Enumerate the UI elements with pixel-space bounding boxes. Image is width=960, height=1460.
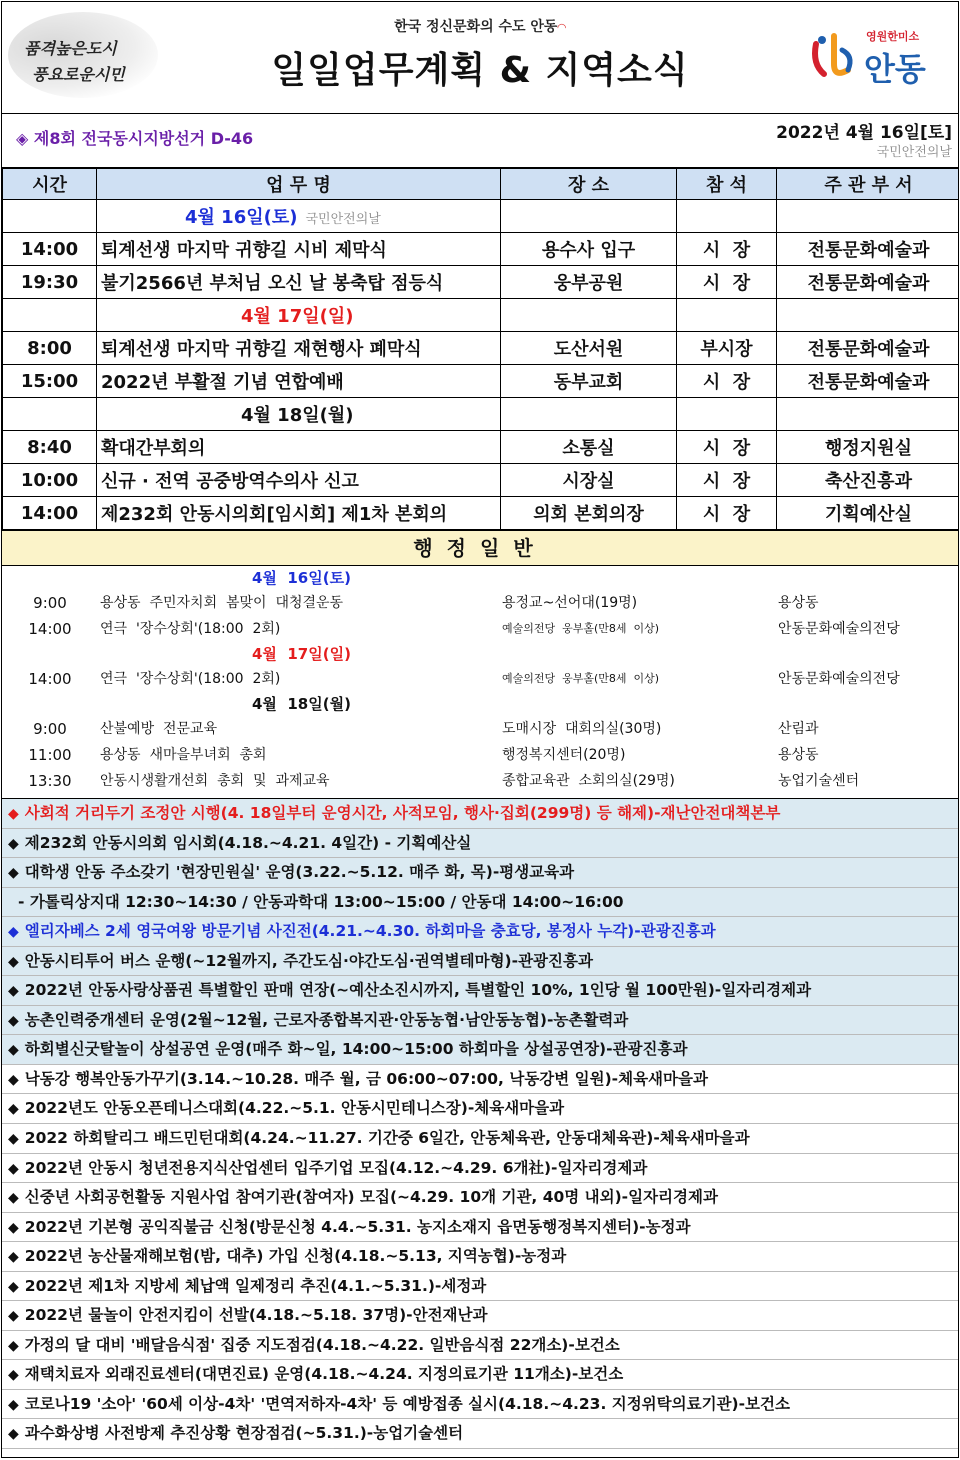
attend-cell: 시 장 bbox=[677, 266, 777, 299]
time-cell: 8:00 bbox=[3, 332, 97, 365]
admin-dept: 산림과 bbox=[778, 721, 819, 737]
header-attend: 참 석 bbox=[677, 169, 777, 200]
admin-place: 도매시장 대회의실(30명) bbox=[502, 721, 662, 737]
admin-row bbox=[2, 716, 958, 742]
admin-dept: 용상동 bbox=[778, 747, 819, 763]
dept-cell: 행정지원실 bbox=[777, 431, 960, 464]
schedule-day-row bbox=[3, 398, 960, 431]
schedule-row bbox=[3, 233, 960, 266]
notice-text: 코로나19 '소아' '60세 이상-4차' '면역저하자-4차' 등 예방접종 실시(4.18.~4.23. 지정위탁의료기관)-보건소 bbox=[24, 1394, 790, 1413]
notice-item bbox=[2, 888, 958, 918]
admin-task: 용상동 주민자치회 봄맞이 대청결운동 bbox=[100, 595, 344, 611]
report-date: 2022년 4월 16일[토] bbox=[776, 123, 952, 143]
diamond-bullet-icon: ◆ bbox=[8, 1101, 19, 1118]
dept-cell bbox=[777, 299, 960, 332]
attend-cell bbox=[677, 299, 777, 332]
diamond-bullet-icon: ◆ bbox=[8, 1426, 19, 1443]
header-task: 업 무 명 bbox=[97, 169, 501, 200]
diamond-bullet-icon: ◆ bbox=[8, 983, 19, 1000]
time-cell bbox=[3, 299, 97, 332]
notice-text: 안동시티투어 버스 운행(~12월까지, 주간도심·야간도심·권역별테마형)-관광진흥과 bbox=[24, 951, 593, 970]
admin-task: 용상동 새마을부녀회 총회 bbox=[100, 747, 267, 763]
admin-task: 연극 '장수상회'(18:00 2회) bbox=[100, 621, 281, 637]
dept-cell: 기획예산실 bbox=[777, 497, 960, 530]
admin-dept: 안동문화예술의전당 bbox=[778, 621, 900, 637]
day-label: 4월 16일(토) bbox=[185, 207, 298, 228]
diamond-bullet-icon: ◆ bbox=[8, 806, 19, 822]
diamond-bullet-icon: ◆ bbox=[8, 1071, 19, 1088]
task-cell: 퇴계선생 마지막 귀향길 시비 제막식 bbox=[97, 233, 501, 266]
schedule-header-row bbox=[3, 169, 960, 200]
diamond-bullet-icon: ◆ bbox=[8, 1219, 19, 1236]
diamond-bullet-icon: ◆ bbox=[8, 1042, 19, 1059]
slogan-line-1: 품격높은도시 bbox=[24, 39, 117, 58]
notice-text: 2022년 물놀이 안전지킴이 선발(4.18.~5.18. 37명)-안전재난과 bbox=[24, 1306, 488, 1325]
notice-text: 신중년 사회공헌활동 지원사업 참여기관(참여자) 모집(~4.29. 10개 기관, 40명 내외)-일자리경제과 bbox=[24, 1188, 718, 1207]
notice-item bbox=[2, 1272, 958, 1302]
admin-row bbox=[2, 616, 958, 642]
day-cell bbox=[97, 299, 501, 332]
admin-list bbox=[2, 566, 958, 799]
day-label: 4월 18일(월) bbox=[241, 405, 354, 426]
logo-name: 안동 bbox=[864, 50, 926, 88]
dept-cell: 전통문화예술과 bbox=[777, 266, 960, 299]
admin-day-label: 4월 16일(토) bbox=[252, 569, 351, 587]
attend-cell: 부시장 bbox=[677, 332, 777, 365]
admin-task: 산불예방 전문교육 bbox=[100, 721, 218, 737]
diamond-bullet-icon: ◆ bbox=[8, 1278, 19, 1295]
time-cell: 19:30 bbox=[3, 266, 97, 299]
notice-item bbox=[2, 1124, 958, 1154]
notice-text: 낙동강 행복안동가꾸기(3.14.~10.28. 매주 월, 금 06:00~07:00, 낙동강변 일원)-체육새마을과 bbox=[24, 1069, 708, 1088]
place-cell bbox=[501, 398, 677, 431]
election-bar bbox=[2, 114, 958, 168]
schedule-row bbox=[3, 431, 960, 464]
time-cell bbox=[3, 200, 97, 233]
admin-time: 9:00 bbox=[33, 594, 67, 612]
place-cell bbox=[501, 299, 677, 332]
diamond-bullet-icon: ◆ bbox=[8, 1160, 19, 1177]
notice-list bbox=[2, 799, 958, 1449]
notice-item bbox=[2, 1360, 958, 1390]
notice-item bbox=[2, 1331, 958, 1361]
task-cell: 2022년 부활절 기념 연합예배 bbox=[97, 365, 501, 398]
place-cell: 의회 본회의장 bbox=[501, 497, 677, 530]
attend-cell bbox=[677, 200, 777, 233]
time-cell: 15:00 bbox=[3, 365, 97, 398]
attend-cell: 시 장 bbox=[677, 464, 777, 497]
place-cell: 웅부공원 bbox=[501, 266, 677, 299]
diamond-bullet-icon: ◆ bbox=[8, 1131, 19, 1148]
dept-cell: 전통문화예술과 bbox=[777, 332, 960, 365]
notice-item bbox=[2, 917, 958, 947]
place-cell: 시장실 bbox=[501, 464, 677, 497]
schedule-table bbox=[2, 168, 959, 530]
admin-time: 14:00 bbox=[28, 670, 72, 688]
schedule-day-row bbox=[3, 299, 960, 332]
dept-cell: 전통문화예술과 bbox=[777, 233, 960, 266]
time-cell: 10:00 bbox=[3, 464, 97, 497]
notice-text: 2022년 기본형 공익직불금 신청(방문신청 4.4.~5.31. 농지소재지 읍면동행정복지센터)-농정과 bbox=[24, 1217, 691, 1236]
task-cell: 불기2566년 부처님 오신 날 봉축탑 점등식 bbox=[97, 266, 501, 299]
notice-item bbox=[2, 1419, 958, 1449]
notice-item bbox=[2, 947, 958, 977]
notice-item bbox=[2, 829, 958, 859]
admin-place: 예술의전당 웅부홀(만8세 이상) bbox=[502, 672, 660, 685]
day-note: 국민안전의날 bbox=[876, 145, 952, 160]
day-cell bbox=[97, 398, 501, 431]
notice-item bbox=[2, 1183, 958, 1213]
notice-text: 엘리자베스 2세 영국여왕 방문기념 사진전(4.21.~4.30. 하회마을 충효당, 봉정사 누각)-관광진흥과 bbox=[24, 922, 716, 941]
notice-text: 2022년도 안동오픈테니스대회(4.22.~5.1. 안동시민테니스장)-체육새마을과 bbox=[24, 1099, 565, 1118]
notice-item bbox=[2, 1006, 958, 1036]
dept-cell: 축산진흥과 bbox=[777, 464, 960, 497]
notice-item bbox=[2, 1035, 958, 1065]
diamond-bullet-icon: ◆ bbox=[8, 1337, 19, 1354]
notice-item bbox=[2, 976, 958, 1006]
diamond-bullet-icon: ◆ bbox=[8, 1396, 19, 1413]
logo-tagline: 영원한미소 bbox=[866, 30, 920, 43]
notice-text: 2022년 농산물재해보험(밤, 대추) 가입 신청(4.18.~5.13, 지역농협)-농정과 bbox=[24, 1247, 567, 1266]
schedule-body bbox=[3, 200, 960, 530]
task-cell: 퇴계선생 마지막 귀향길 재현행사 폐막식 bbox=[97, 332, 501, 365]
admin-time: 9:00 bbox=[33, 720, 67, 738]
attend-cell: 시 장 bbox=[677, 431, 777, 464]
header-subtitle: 한국 정신문화의 수도 안동◠ bbox=[394, 19, 566, 35]
place-cell: 용수사 입구 bbox=[501, 233, 677, 266]
schedule-row bbox=[3, 266, 960, 299]
attend-cell bbox=[677, 398, 777, 431]
attend-cell: 시 장 bbox=[677, 365, 777, 398]
notice-item bbox=[2, 1065, 958, 1095]
schedule-day-row bbox=[3, 200, 960, 233]
attend-cell: 시 장 bbox=[677, 497, 777, 530]
dept-cell: 전통문화예술과 bbox=[777, 365, 960, 398]
admin-section-title: 행정일반 bbox=[2, 530, 958, 566]
dept-cell bbox=[777, 200, 960, 233]
admin-row bbox=[2, 666, 958, 692]
admin-dept: 안동문화예술의전당 bbox=[778, 671, 900, 687]
notice-item bbox=[2, 858, 958, 888]
time-cell: 8:40 bbox=[3, 431, 97, 464]
header-time: 시간 bbox=[3, 169, 97, 200]
schedule-row bbox=[3, 365, 960, 398]
smile-logo-icon bbox=[808, 30, 860, 86]
attend-cell: 시 장 bbox=[677, 233, 777, 266]
admin-dept: 농업기술센터 bbox=[778, 773, 860, 789]
task-cell: 신규 · 전역 공중방역수의사 신고 bbox=[97, 464, 501, 497]
schedule-row bbox=[3, 332, 960, 365]
notice-text: 과수화상병 사전방제 추진상황 현장점검(~5.31.)-농업기술센터 bbox=[24, 1424, 464, 1443]
notice-text: 사회적 거리두기 조정안 시행(4. 18일부터 운영시간, 사적모임, 행사·집회(299명) 등 해제)-재난안전대책본부 bbox=[24, 804, 781, 822]
admin-task: 안동시생활개선회 총회 및 과제교육 bbox=[100, 773, 330, 789]
notice-item bbox=[2, 1094, 958, 1124]
admin-time: 13:30 bbox=[28, 772, 72, 790]
schedule-row bbox=[3, 464, 960, 497]
notice-text: 제232회 안동시의회 임시회(4.18.~4.21. 4일간) - 기획예산실 bbox=[24, 833, 472, 852]
dept-cell bbox=[777, 398, 960, 431]
notice-text: 하회별신굿탈놀이 상설공연 운영(매주 화~일, 14:00~15:00 하회마을 상설공연장)-관광진흥과 bbox=[24, 1040, 688, 1059]
admin-place: 행정복지센터(20명) bbox=[502, 747, 626, 763]
notice-text: 가정의 달 대비 '배달음식점' 집중 지도점검(4.18.~4.22. 일반음식점 22개소)-보건소 bbox=[24, 1335, 620, 1354]
time-cell: 14:00 bbox=[3, 233, 97, 266]
diamond-bullet-icon: ◆ bbox=[8, 924, 19, 941]
header-dept: 주 관 부 서 bbox=[777, 169, 960, 200]
diamond-bullet-icon: ◆ bbox=[8, 865, 19, 882]
notice-text: 2022년 제1차 지방세 체납액 일제정리 추진(4.1.~5.31.)-세정과 bbox=[24, 1276, 487, 1295]
admin-row bbox=[2, 742, 958, 768]
admin-day-label: 4월 18일(월) bbox=[252, 695, 351, 713]
andong-logo bbox=[808, 24, 938, 94]
place-cell: 동부교회 bbox=[501, 365, 677, 398]
diamond-bullet-icon: ◆ bbox=[8, 1367, 19, 1384]
diamond-bullet-icon: ◆ bbox=[8, 1308, 19, 1325]
page-title: 일일업무계획 & 지역소식 bbox=[271, 50, 689, 91]
notice-item bbox=[2, 1390, 958, 1420]
task-cell: 확대간부회의 bbox=[97, 431, 501, 464]
slogan-line-2: 풍요로운시민 bbox=[32, 65, 125, 84]
admin-place: 종합교육관 소회의실(29명) bbox=[502, 773, 675, 789]
diamond-bullet-icon: ◆ bbox=[8, 953, 19, 970]
notice-text: - 가톨릭상지대 12:30~14:30 / 안동과학대 13:00~15:00 / 안동대 14:00~16:00 bbox=[18, 892, 624, 911]
day-note: 국민안전의날 bbox=[305, 212, 381, 227]
day-cell bbox=[97, 200, 501, 233]
admin-row bbox=[2, 590, 958, 616]
notice-text: 2022 하회탈리그 배드민턴대회(4.24.~11.27. 기간중 6일간, 안동체육관, 안동대체육관)-체육새마을과 bbox=[24, 1129, 750, 1148]
diamond-bullet-icon: ◆ bbox=[8, 835, 19, 852]
diamond-bullet-icon: ◆ bbox=[8, 1249, 19, 1266]
notice-item bbox=[2, 1242, 958, 1272]
admin-time: 11:00 bbox=[28, 746, 72, 764]
time-cell: 14:00 bbox=[3, 497, 97, 530]
diamond-bullet-icon: ◆ bbox=[8, 1190, 19, 1207]
notice-text: 2022년 안동사랑상품권 특별할인 판매 연장(~예산소진시까지, 특별할인 10%, 1인당 월 100만원)-일자리경제과 bbox=[24, 981, 812, 1000]
admin-task: 연극 '장수상회'(18:00 2회) bbox=[100, 671, 281, 687]
admin-place: 용정교~선어대(19명) bbox=[502, 595, 638, 611]
header-place: 장 소 bbox=[501, 169, 677, 200]
header bbox=[2, 2, 958, 114]
task-cell: 제232회 안동시의회[임시회] 제1차 본회의 bbox=[97, 497, 501, 530]
notice-text: 재택치료자 외래진료센터(대면진료) 운영(4.18.~4.24. 지정의료기관 11개소)-보건소 bbox=[24, 1365, 624, 1384]
notice-item bbox=[2, 1301, 958, 1331]
admin-dept: 용상동 bbox=[778, 595, 819, 611]
notice-item bbox=[2, 1154, 958, 1184]
admin-time: 14:00 bbox=[28, 620, 72, 638]
day-label: 4월 17일(일) bbox=[241, 306, 354, 327]
notice-item bbox=[2, 799, 958, 829]
place-cell bbox=[501, 200, 677, 233]
admin-place: 예술의전당 웅부홀(만8세 이상) bbox=[502, 622, 660, 635]
daily-plan-page bbox=[1, 1, 959, 1458]
notice-text: 2022년 안동시 청년전용지식산업센터 입주기업 모집(4.12.~4.29. 6개社)-일자리경제과 bbox=[24, 1158, 648, 1177]
notice-item bbox=[2, 1213, 958, 1243]
place-cell: 도산서원 bbox=[501, 332, 677, 365]
admin-row bbox=[2, 768, 958, 794]
diamond-bullet-icon: ◆ bbox=[8, 1012, 19, 1029]
notice-text: 농촌인력중개센터 운영(2월~12월, 근로자종합복지관·안동농협·남안동농협)-농촌활력과 bbox=[24, 1010, 629, 1029]
admin-day-label: 4월 17일(일) bbox=[252, 645, 351, 663]
schedule-row bbox=[3, 497, 960, 530]
notice-text: 대학생 안동 주소갖기 '현장민원실' 운영(3.22.~5.12. 매주 화, 목)-평생교육과 bbox=[24, 863, 575, 882]
election-dday: ◈ 제8회 전국동시지방선거 D-46 bbox=[16, 129, 254, 148]
place-cell: 소통실 bbox=[501, 431, 677, 464]
time-cell bbox=[3, 398, 97, 431]
